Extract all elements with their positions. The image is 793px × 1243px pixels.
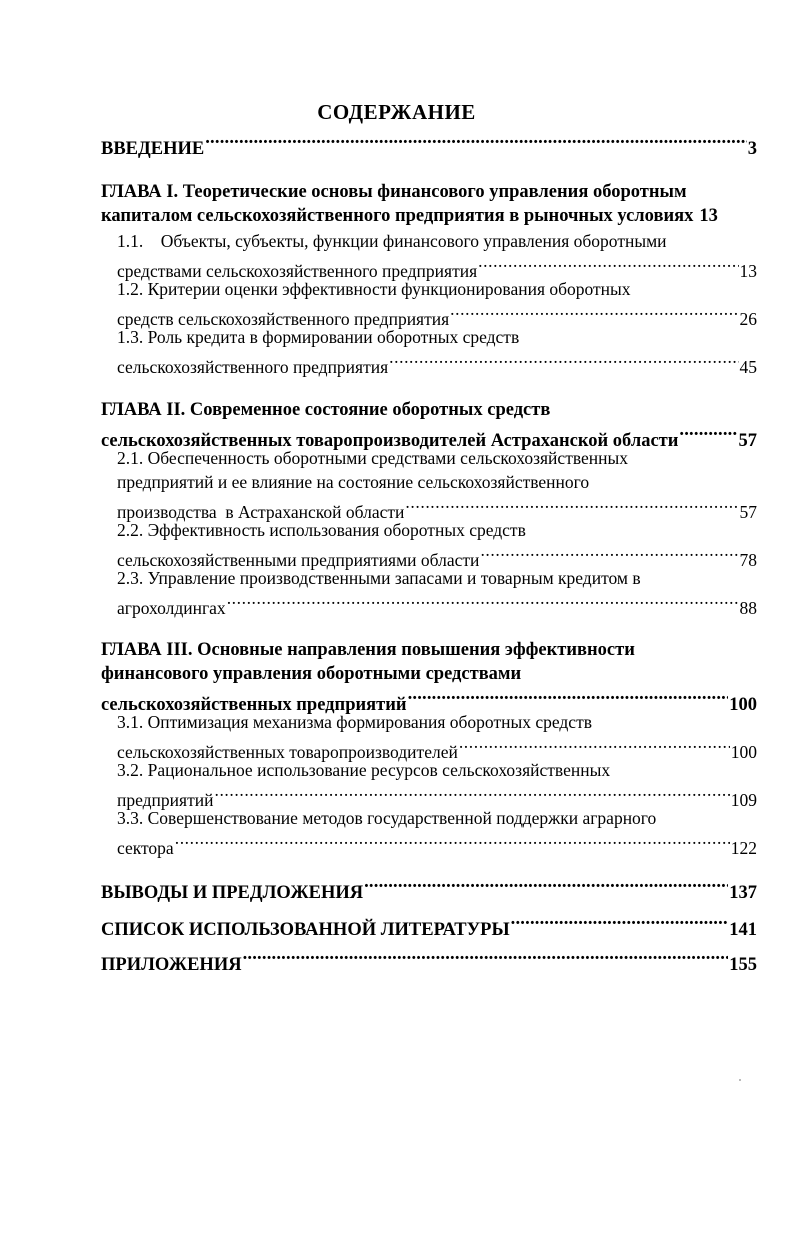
toc-chapter-3-line-3[interactable]: сельскохозяйственных предприятий ..... 100: [101, 686, 757, 717]
toc-entry-title: ВВЕДЕНИЕ: [101, 139, 205, 159]
toc-section-2-1-line-2[interactable]: предприятий и ее влияние на состояние сельскохозяйственного: [117, 472, 590, 492]
toc-section-3-2-line-1[interactable]: 3.2. Рациональное использование ресурсов сельскохозяйственных: [117, 760, 611, 780]
toc-entry-conclusions[interactable]: [101, 874, 757, 905]
dot-leader: [243, 946, 729, 970]
toc-entry-title: ВЫВОДЫ И ПРЕДЛОЖЕНИЯ: [101, 883, 364, 903]
toc-section-1-3-line-1[interactable]: 1.3. Роль кредита в формировании оборотных средств: [117, 327, 520, 347]
toc-page-number: 57: [739, 502, 757, 522]
toc-entry-title: ПРИЛОЖЕНИЯ: [101, 955, 242, 975]
toc-section-3-3-line-2[interactable]: сектора ..... 122: [117, 830, 757, 860]
dot-leader: [214, 782, 729, 806]
toc-section-1-1-line-1[interactable]: 1.1. Объекты, субъекты, функции финансового управления оборотными: [117, 231, 667, 251]
toc-page-number: 100: [730, 742, 757, 762]
dot-leader: [205, 130, 747, 154]
toc-page-number: 137: [729, 883, 757, 903]
toc-section-3-1-line-2[interactable]: сельскохозяйственных товаропроизводителей ..... 100: [117, 734, 757, 764]
toc-section-2-3-line-2[interactable]: агрохолдингах ..... 88: [117, 590, 757, 620]
dot-leader: [389, 349, 738, 373]
toc-chapter-1-line-1[interactable]: ГЛАВА I. Теоретические основы финансового управления оборотным: [101, 182, 687, 202]
dot-leader: [480, 542, 738, 566]
toc-page-number: 13: [739, 261, 757, 281]
toc-section-3-1-line-1[interactable]: 3.1. Оптимизация механизма формирования оборотных средств: [117, 712, 592, 732]
toc-page-number: 141: [729, 920, 757, 940]
toc-section-2-2-line-2[interactable]: сельскохозяйственными предприятиями области ..... 78: [117, 542, 757, 572]
toc-chapter-2-line-2[interactable]: сельскохозяйственных товаропроизводителей Астраханской области ..... 57: [101, 422, 757, 453]
toc-entry-references[interactable]: [101, 911, 757, 942]
toc-section-2-2-line-1[interactable]: 2.2. Эффективность использования оборотных средств: [117, 520, 526, 540]
dot-leader: [175, 830, 730, 854]
dot-leader: [405, 494, 738, 518]
toc-page-number: 78: [739, 550, 757, 570]
toc-section-1-2-line-2[interactable]: средств сельскохозяйственного предприятия ..... 26: [117, 301, 757, 331]
toc-section-1-1-line-2[interactable]: средствами сельскохозяйственного предприятия ..... 13: [117, 253, 757, 283]
toc-chapter-3-line-2[interactable]: финансового управления оборотными средствами: [101, 664, 522, 684]
toc-page-number: 122: [730, 838, 757, 858]
dot-leader: [450, 301, 738, 325]
toc-page-number: 45: [739, 357, 757, 377]
toc-section-1-3-line-2[interactable]: сельскохозяйственного предприятия ..... 45: [117, 349, 757, 379]
toc-page-number: 155: [729, 955, 757, 975]
dot-leader: [227, 590, 739, 614]
page-title: СОДЕРЖАНИЕ: [317, 100, 476, 124]
toc-chapter-2-line-1[interactable]: ГЛАВА II. Современное состояние оборотных средств: [101, 400, 551, 420]
toc-section-2-3-line-1[interactable]: 2.3. Управление производственными запасами и товарным кредитом в: [117, 568, 641, 588]
toc-section-1-2-line-1[interactable]: 1.2. Критерии оценки эффективности функционирования оборотных: [117, 279, 631, 299]
toc-page-number: 88: [739, 598, 757, 618]
dot-leader: [679, 422, 737, 446]
toc-entry-title: СПИСОК ИСПОЛЬЗОВАННОЙ ЛИТЕРАТУРЫ: [101, 920, 510, 940]
toc-page-number: 13: [699, 206, 718, 226]
toc-page-number: 109: [730, 790, 757, 810]
toc-section-3-3-line-1[interactable]: 3.3. Совершенствование методов государственной поддержки аграрного: [117, 808, 657, 828]
toc-section-3-2-line-2[interactable]: предприятий ..... 109: [117, 782, 757, 812]
toc-page-number: 57: [738, 431, 757, 451]
toc-chapter-1-line-2[interactable]: капиталом сельскохозяйственного предприятия в рыночных условиях 13: [101, 206, 718, 226]
toc-section-2-1-line-3[interactable]: производства в Астраханской области ..... 57: [117, 494, 757, 524]
toc-entry-appendices[interactable]: [101, 946, 757, 977]
toc-chapter-3-line-1[interactable]: ГЛАВА III. Основные направления повышения эффективности: [101, 640, 635, 660]
dot-leader: [364, 874, 728, 898]
toc-entry-intro[interactable]: [101, 130, 757, 161]
dot-leader: [408, 686, 729, 710]
toc-page-number: 3: [747, 139, 757, 159]
toc-page-number: 26: [739, 309, 757, 329]
toc-page-number: 100: [729, 695, 757, 715]
toc-section-2-1-line-1[interactable]: 2.1. Обеспеченность оборотными средствами сельскохозяйственных: [117, 448, 629, 468]
scan-speck: [739, 1079, 741, 1081]
dot-leader: [511, 911, 729, 935]
dot-leader: [478, 253, 738, 277]
dot-leader: [459, 734, 730, 758]
